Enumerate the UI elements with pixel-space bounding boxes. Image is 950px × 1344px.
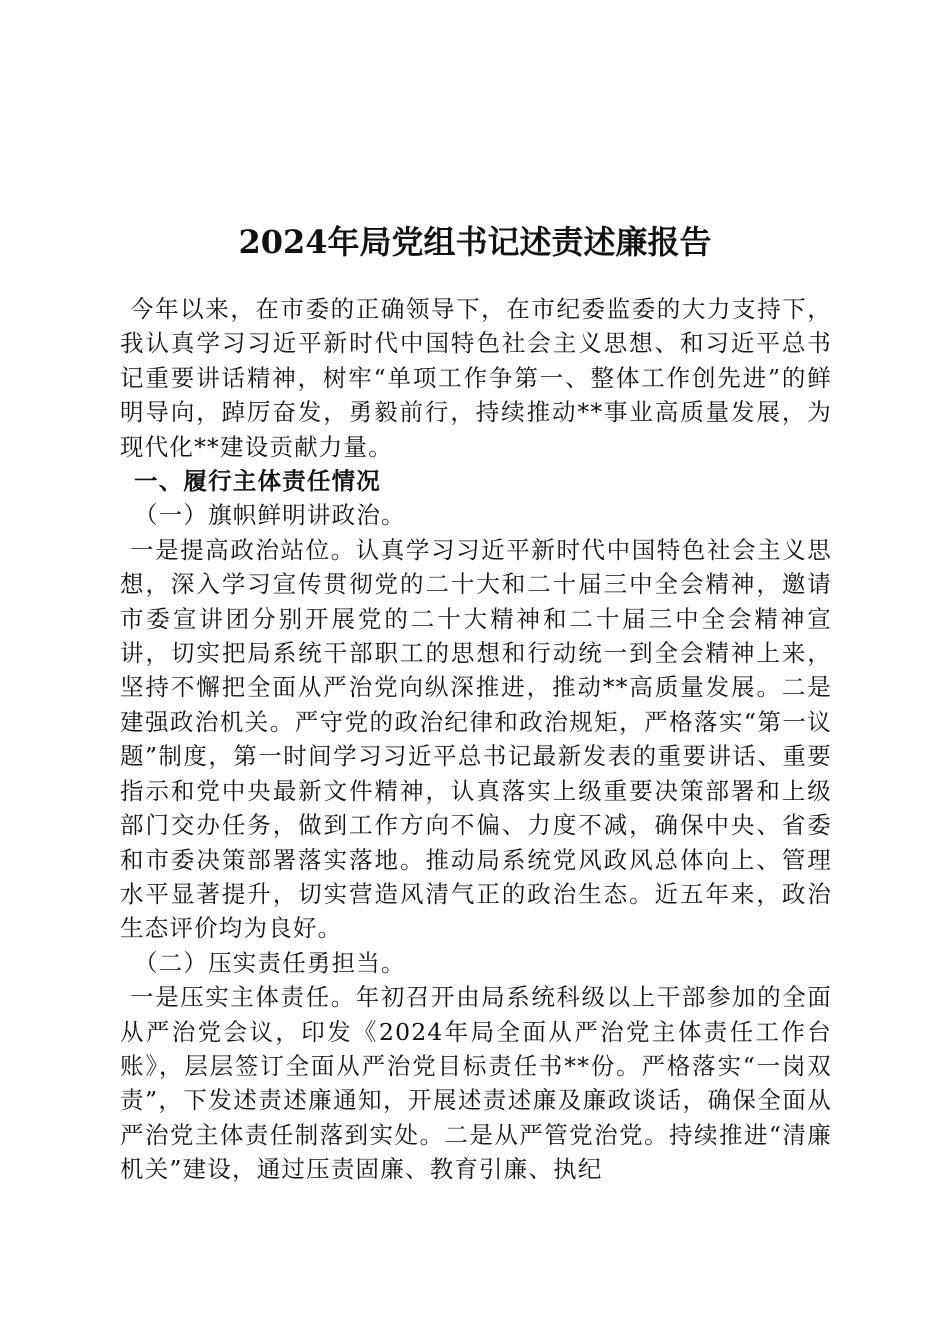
subsection-heading-2: （二）压实责任勇担当。 [134, 948, 406, 977]
section-heading-1: 一、履行主体责任情况 [134, 467, 381, 496]
subsection-2-paragraph: 一是压实主体责任。年初召开由局系统科级以上干部参加的全面从严治党会议，印发《2024年局全面从严治党主体责任工作台账》，层层签订全面从严治党目标责任书**份。严格落实“一岗双责”，下发述责述廉通知，开展述责述廉及廉政谈话，确保全面从严治党主体责任制落到实处。二是从严管党治党。持续推进“清廉机关”建设，通过压责固廉、教育引廉、执纪 [120, 983, 832, 1184]
document-body [120, 292, 832, 1187]
document-title: 2024年局党组书记述责述廉报告 [238, 223, 712, 262]
intro-paragraph: 今年以来，在市委的正确领导下，在市纪委监委的大力支持下，我认真学习习近平新时代中国特色社会主义思想、和习近平总书记重要讲话精神，树牢“单项工作争第一、整体工作创先进”的鲜明导向，踔厉奋发，勇毅前行，持续推动**事业高质量发展，为现代化**建设贡献力量。 [120, 295, 832, 461]
subsection-1-paragraph: 一是提高政治站位。认真学习习近平新时代中国特色社会主义思想，深入学习宣传贯彻党的二十大和二十届三中全会精神，邀请市委宣讲团分别开展党的二十大精神和二十届三中全会精神宣讲，切实把局系统干部职工的思想和行动统一到全会精神上来，坚持不懈把全面从严治党向纵深推进，推动**高质量发展。二是建强政治机关。严守党的政治纪律和政治规矩，严格落实“第一议题”制度，第一时间学习习近平总书记最新发表的重要讲话、重要指示和党中央最新文件精神，认真落实上级重要决策部署和上级部门交办任务，做到工作方向不偏、力度不减，确保中央、省委和市委决策部署落实落地。推动局系统党风政风总体向上、管理水平显著提升，切实营造风清气正的政治生态。近五年来，政治生态评价均为良好。 [120, 535, 832, 943]
subsection-heading-1: （一）旗帜鲜明讲政治。 [134, 501, 406, 530]
